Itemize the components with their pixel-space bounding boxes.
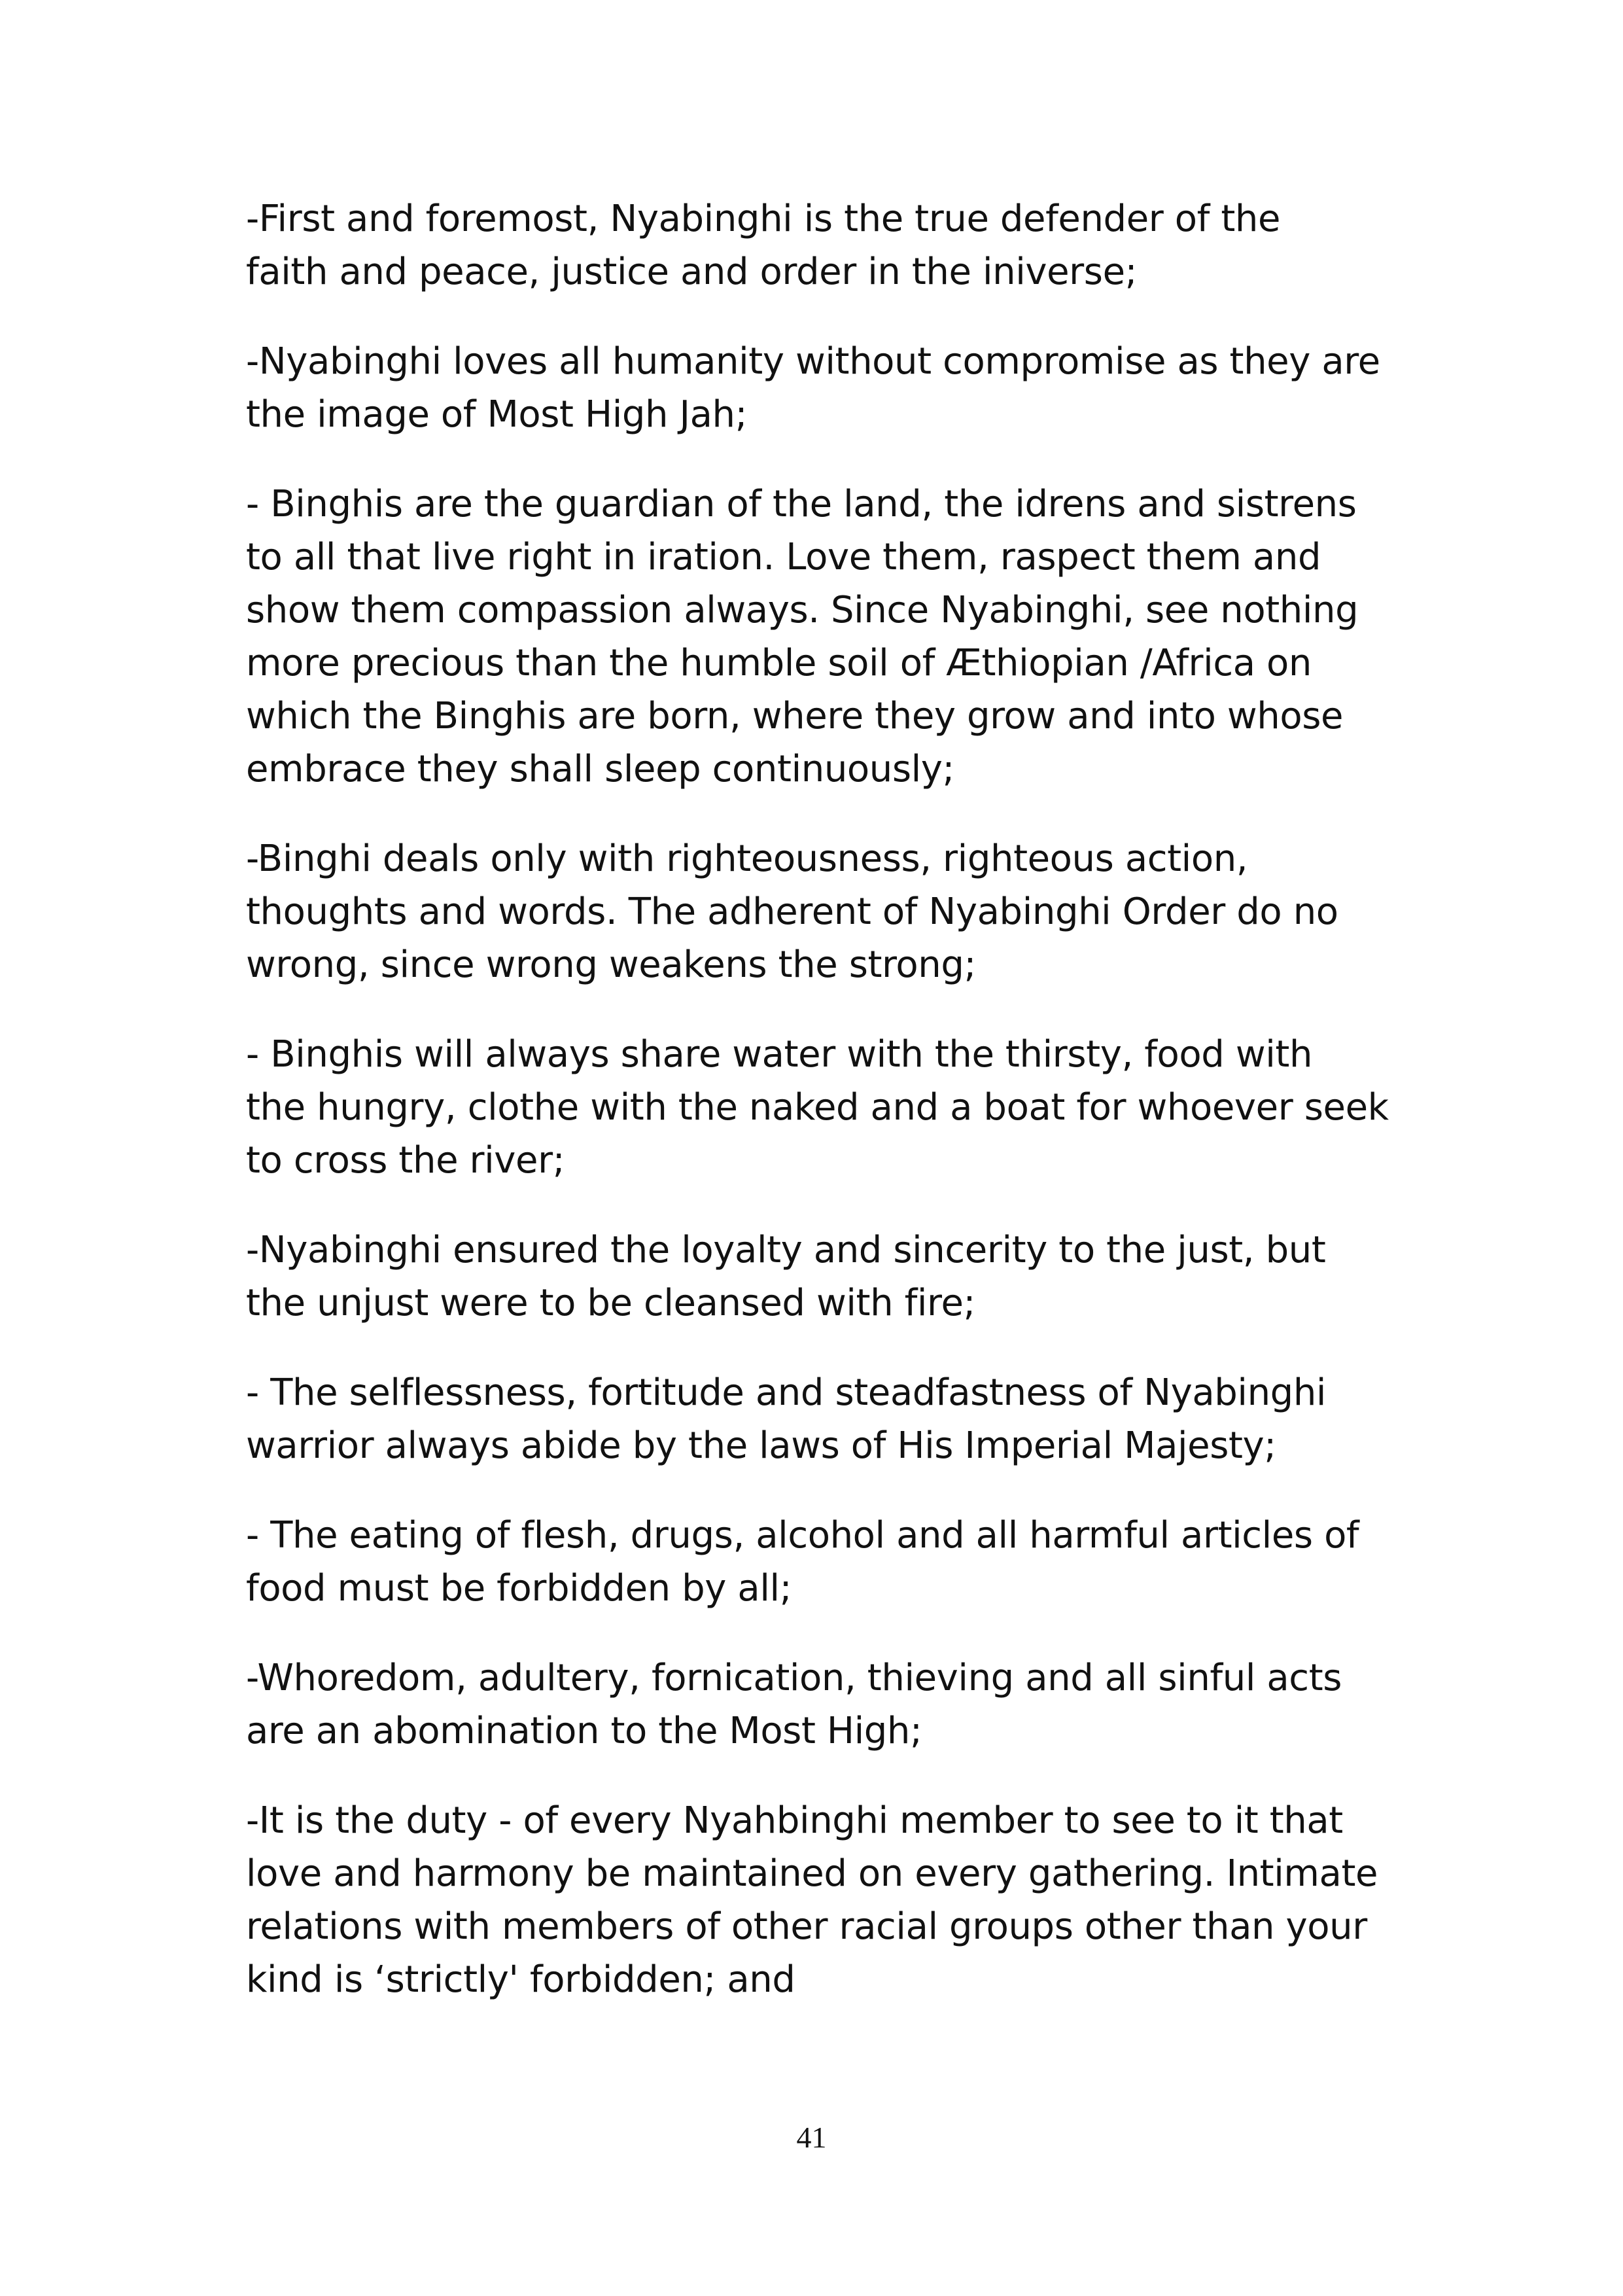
page-number: 41 xyxy=(796,2121,827,2154)
paragraph-3: - Binghis are the guardian of the land, the idrens and sistrens to all that live right in iration. Love them, raspect them and show them compassion always. Since Nyabinghi, see nothing more precious than the humble soil of Æthiopian /Africa on which the Binghis are born, where they grow and into whose embrace they shall sleep continuously; xyxy=(246,483,1359,790)
paragraph-9: -Whoredom, adultery, fornication, thieving and all sinful acts are an abomination to the Most High; xyxy=(246,1657,1342,1752)
paragraph-2: -Nyabinghi loves all humanity without compromise as they are the image of Most High Jah; xyxy=(246,340,1380,436)
paragraph-8: - The eating of flesh, drugs, alcohol and all harmful articles of food must be forbidden by all; xyxy=(246,1514,1359,1610)
paragraph-5: - Binghis will always share water with the thirsty, food with the hungry, clothe with the naked and a boat for whoever seek to cross the river; xyxy=(246,1033,1389,1182)
paragraph-10: -It is the duty - of every Nyahbinghi member to see to it that love and harmony be maintained on every gathering. Intimate relations with members of other racial groups other than your kind is ‘strictly' forbidden; and xyxy=(246,1799,1378,2001)
paragraph-1: -First and foremost, Nyabinghi is the true defender of the faith and peace, justice and order in the iniverse; xyxy=(246,198,1281,293)
paragraph-4: -Binghi deals only with righteousness, righteous action, thoughts and words. The adherent of Nyabinghi Order do no wrong, since wrong weakens the strong; xyxy=(246,838,1338,986)
paragraph-7: - The selflessness, fortitude and steadfastness of Nyabinghi warrior always abide by the laws of His Imperial Majesty; xyxy=(246,1371,1327,1467)
paragraph-6: -Nyabinghi ensured the loyalty and sincerity to the just, but the unjust were to be cleansed with fire; xyxy=(246,1229,1326,1324)
page-body xyxy=(246,192,1397,2006)
